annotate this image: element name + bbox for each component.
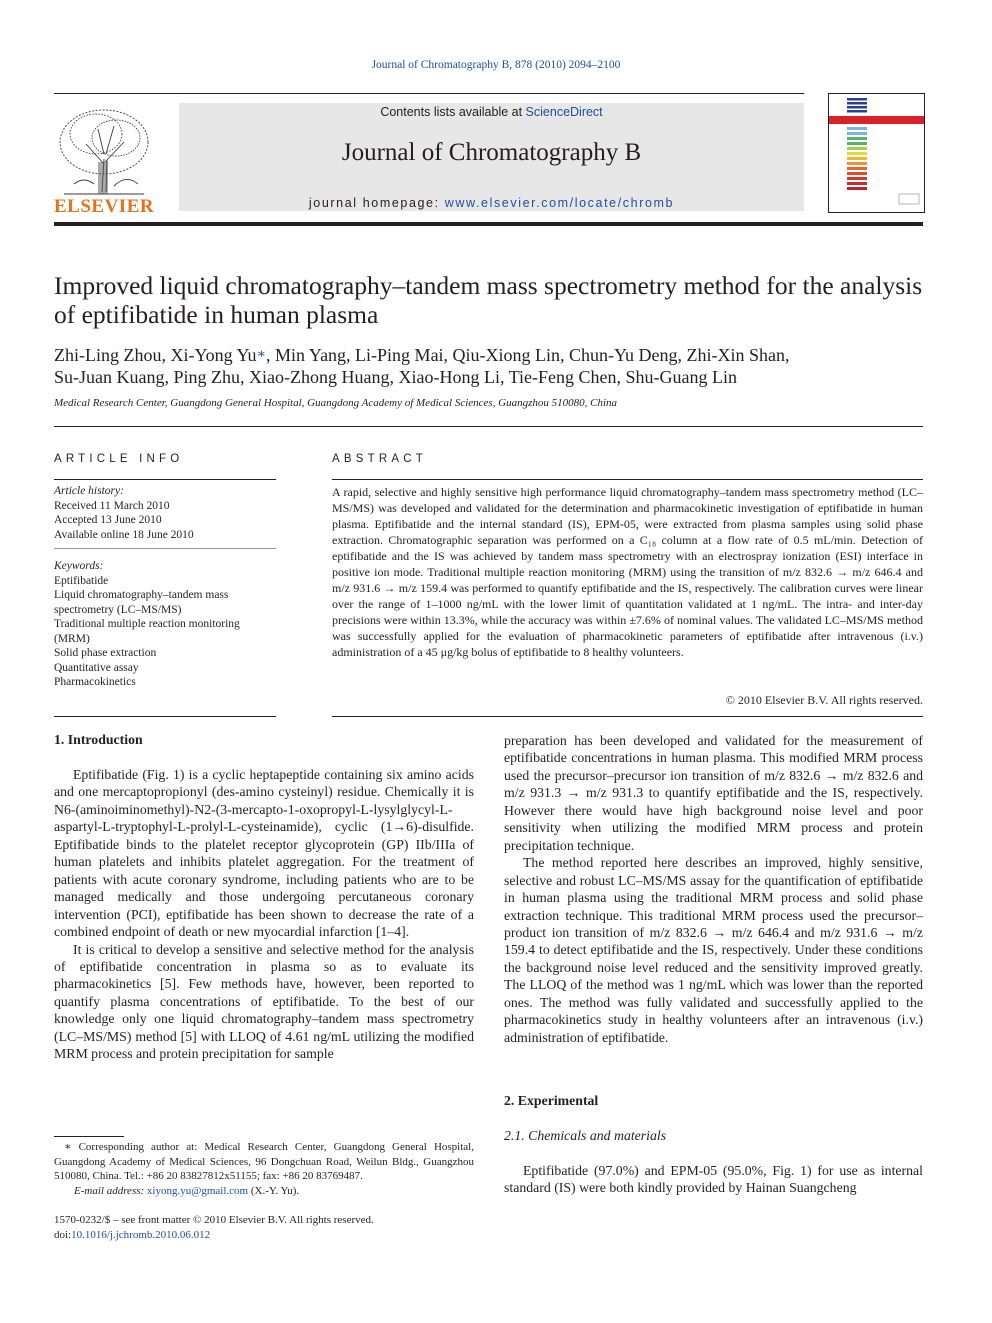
footnote-address: ∗ Corresponding author at: Medical Research Center, Guangdong General Hospital, Guangdong Academy of Medical Sciences, 96 Dongchuan Road, Weilun Bldg., Guangzhou 510080, China. Tel.: +86 20 83827812x51155; fax: +86 20 83769487. [54, 1141, 474, 1182]
corresponding-author-marker[interactable]: ∗ [256, 347, 267, 362]
footnote-email [54, 1184, 474, 1199]
email-suffix: (X.-Y. Yu). [248, 1184, 300, 1197]
abstract-rule [332, 479, 923, 480]
contents-line [179, 105, 804, 119]
header-top-rule [54, 93, 804, 94]
left-body-column [54, 766, 474, 1063]
footnote-rule [54, 1136, 124, 1137]
doi-label: doi: [54, 1228, 72, 1241]
section-heading-experimental: 2. Experimental [504, 1093, 599, 1108]
article-info-bottom-rule [54, 716, 276, 717]
doi-link[interactable]: 10.1016/j.jchromb.2010.06.012 [71, 1228, 211, 1241]
keyword: Traditional multiple reaction monitoring (MRM) [54, 618, 240, 645]
doi-line [54, 1228, 474, 1243]
authors-line-1 [54, 344, 934, 366]
history-accepted: Accepted 13 June 2010 [54, 514, 162, 526]
author-list [54, 344, 934, 388]
abstract-text: A rapid, selective and highly sensitive high performance liquid chromatography–tandem mass spectrometry method (LC–MS/MS) was developed and validated for the determination and pharmacokinetic investigation of eptifibatide in human plasma. Eptifibatide and the internal standard (IS), EPM-05, were extracted from plasma samples using solid phase extraction. Chromatographic separation was performed on a C₁₈ column at a flow rate of 0.5 mL/min. Detection of eptifibatide and the IS was achieved by tandem mass spectrometry with an electrospray ionization (ESI) interface in positive ion mode. Traditional multiple reaction monitoring (MRM) using the transition of m/z 832.6 → m/z 646.4 and m/z 931.6 → m/z 159.4 was performed to quantify eptifibatide and the IS, respectively. The calibration curves were linear over the range of 1–1000 ng/mL with the lower limit of quantitation validated at 1 ng/mL. The intra- and inter-day precisions were within 13.3%, while the accuracy was within ±7.6% of nominal values. The validated LC–MS/MS method was successfully applied for the evaluation of pharmacokinetic parameters of eptifibatide after intravenous (i.v.) administration of a 45 μg/kg bolus of eptifibatide to 8 healthy volunteers. [332, 485, 923, 659]
intro-paragraph-2: It is critical to develop a sensitive and selective method for the analysis of eptifibatide concentration in plasma so as to evaluate its pharmacokinetics [5]. Few methods have, however, been reported to quantify plasma concentrations of eptifibatide. To the best of our knowledge only one liquid chromatography–tandem mass spectrometry (LC–MS/MS) method [5] with LLOQ of 4.61 ng/mL utilizing the modified MRM process and protein precipitation for sample [54, 941, 474, 1062]
journal-cover-thumbnail[interactable] [828, 93, 925, 213]
cover-image-icon [829, 94, 924, 212]
history-received: Received 11 March 2010 [54, 499, 170, 512]
article-history-label: Article history: [54, 485, 124, 497]
affiliation-rule [54, 426, 923, 427]
abstract-copyright: © 2010 Elsevier B.V. All rights reserved. [725, 693, 923, 707]
authors-line-2: Su-Juan Kuang, Ping Zhu, Xiao-Zhong Huang, Xiao-Hong Li, Tie-Feng Chen, Shu-Guang Lin [54, 367, 737, 387]
intro-paragraph-4: The method reported here describes an improved, highly sensitive, selective and robust LC–MS/MS assay for the quantification of eptifibatide in human plasma using the traditional MRM process and solid phase extraction technique. This traditional MRM process used the precursor–product ion transition of m/z 832.6 → m/z 646.4 and m/z 931.6 → m/z 159.4 to detect eptifibatide and the IS, respectively. Under these conditions the background noise level reduced and the sensitivity improved greatly. The LLOQ of the method was 1 ng/mL which was lower than the reported ones. The method was fully validated and successfully applied to the pharmacokinetics study in healthy volunteers after an intravenous (i.v.) administration of eptifibatide. [504, 855, 923, 1045]
authors-rest: , Min Yang, Li-Ping Mai, Qiu-Xiong Lin, Chun-Yu Deng, Zhi-Xin Shan, [266, 345, 790, 365]
affiliation: Medical Research Center, Guangdong General Hospital, Guangdong Academy of Medical Sciences, Guangzhou 510080, China [54, 397, 618, 409]
intro-paragraph-3: preparation has been developed and validated for the measurement of eptifibatide concentrations in human plasma. This modified MRM process used the precursor–precursor ion transition of m/z 832.6 → m/z 832.6 and m/z 931.3 → m/z 931.3 to quantify eptifibatide and the IS, respectively. However there would have high background noise level and poor sensitivity when utilizing the modified MRM process and protein precipitation technique. [504, 733, 923, 853]
issn-line: 1570-0232/$ – see front matter © 2010 Elsevier B.V. All rights reserved. [54, 1214, 374, 1226]
section-heading-introduction: 1. Introduction [54, 732, 143, 747]
article-info-rule [54, 479, 276, 480]
abstract-bottom-rule [332, 716, 923, 717]
keyword: Liquid chromatography–tandem mass spectrometry (LC–MS/MS) [54, 589, 229, 616]
keyword: Eptifibatide [54, 574, 109, 587]
email-link[interactable]: xiyong.yu@gmail.com [146, 1184, 249, 1197]
authors-first: Zhi-Ling Zhou, Xi-Yong Yu [54, 345, 257, 365]
header-thick-rule [54, 222, 923, 226]
experimental-body [504, 1162, 923, 1197]
keywords-label: Keywords: [54, 560, 104, 572]
keyword: Solid phase extraction [54, 647, 157, 659]
article-title: Improved liquid chromatography–tandem mass spectrometry method for the analysis of eptifibatide in human plasma [54, 271, 923, 329]
article-history [54, 484, 276, 542]
experimental-paragraph-1: Eptifibatide (97.0%) and EPM-05 (95.0%, Fig. 1) for use as internal standard (IS) were both kindly provided by Hainan Suangcheng [504, 1163, 923, 1196]
email-label: E-mail address: [74, 1184, 147, 1197]
homepage-link[interactable]: www.elsevier.com/locate/chromb [444, 196, 675, 210]
keyword: Quantitative assay [54, 661, 139, 674]
publisher-name: ELSEVIER [54, 196, 155, 217]
homepage-prefix: journal homepage: [308, 196, 445, 210]
journal-homepage [179, 196, 804, 210]
keywords [54, 559, 276, 690]
subsection-heading-chemicals: 2.1. Chemicals and materials [504, 1128, 667, 1143]
right-body-column [504, 732, 923, 1046]
issn-block [54, 1213, 474, 1242]
journal-masthead [179, 103, 804, 211]
sciencedirect-link[interactable]: ScienceDirect [525, 105, 603, 119]
elsevier-logo[interactable] [54, 104, 155, 217]
article-info-heading: ARTICLE INFO [54, 453, 184, 465]
journal-title[interactable]: Journal of Chromatography B [341, 139, 642, 166]
history-online: Available online 18 June 2010 [54, 528, 194, 541]
intro-paragraph-1: Eptifibatide (Fig. 1) is a cyclic heptapeptide containing six amino acids and one mercaptopropionyl (des-amino cysteinyl) residue. Chemically it is N6-(aminoiminomethyl)-N2-(3-mercapto-1-oxopropyl-L-lysylglycyl-L-aspartyl-L-tryptophyl-L-prolyl-L-cysteinamide), cyclic (1→6)-disulfide. Eptifibatide binds to the platelet receptor glycoprotein (GP) IIb/IIIa of human platelets and inhibits platelet aggregation. For the treatment of patients with acute coronary syndrome, including patients who are to be managed medically and those undergoing percutaneous coronary intervention (PCI), eptifibatide has been shown to decrease the rate of a combined endpoint of death or new myocardial infarction [1–4]. [54, 767, 474, 940]
article-info-divider [54, 548, 276, 549]
corresponding-author-footnote [54, 1140, 474, 1198]
keyword: Pharmacokinetics [54, 676, 136, 688]
journal-citation[interactable]: Journal of Chromatography B, 878 (2010) 2094–2100 [371, 59, 621, 71]
contents-prefix: Contents lists available at [380, 105, 526, 119]
abstract-heading: ABSTRACT [332, 453, 427, 465]
